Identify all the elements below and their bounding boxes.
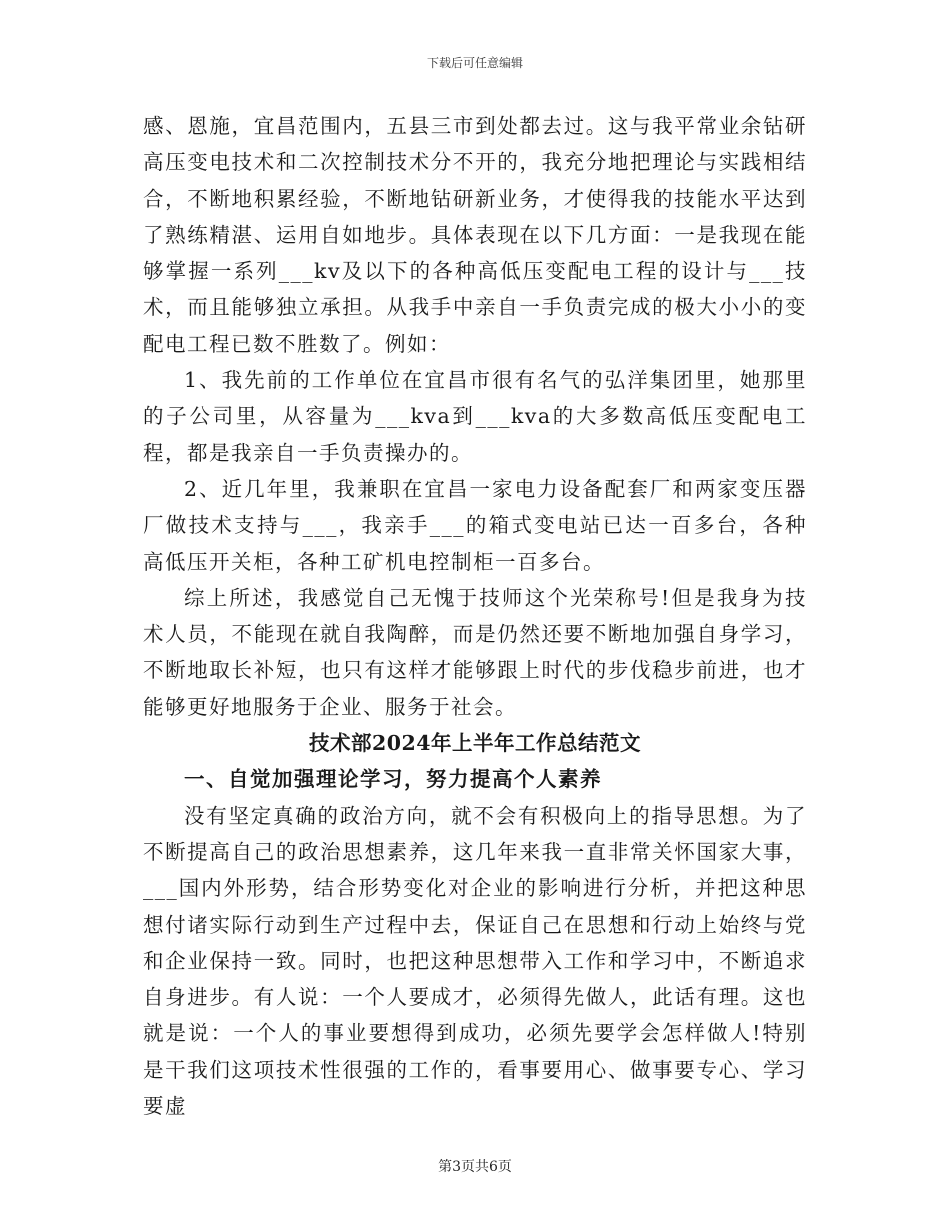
paragraph-section-1: 没有坚定真确的政治方向，就不会有积极向上的指导思想。为了不断提高自己的政治思想素养，这几年来我一直非常关怀国家大事，___国内外形势，结合形势变化对企业的影响进行分析，并把这种思想付诸实际行动到生产过程中去，保证自己在思想和行动上始终与党和企业保持一致。同时，也把这种思想带入工作和学习中，不断追求自身进步。有人说：一个人要成才，必须得先做人，此话有理。这也就是说：一个人的事业要想得到成功，必须先要学会怎样做人!特别是干我们这项技术性很强的工作的，看事要用心、做事要专心、学习要虚 (143, 803, 807, 1119)
paragraph-summary: 综上所述，我感觉自己无愧于技师这个光荣称号!但是我身为技术人员，不能现在就自我陶醉，而是仍然还要不断地加强自身学习，不断地取长补短，也只有这样才能够跟上时代的步伐稳步前进，也才能够更好地服务于企业、服务于社会。 (143, 585, 807, 719)
document-title: 技术部2024年上半年工作总结范文 (308, 731, 642, 756)
document-body (143, 108, 807, 1124)
paragraph-item-2: 2、近几年里，我兼职在宜昌一家电力设备配套厂和两家变压器厂做技术支持与___，我亲手___的箱式变电站已达一百多台，各种高低压开关柜，各种工矿机电控制柜一百多台。 (143, 476, 807, 574)
page-footer: 第3页共6页 (438, 1159, 512, 1175)
paragraph-item-1: 1、我先前的工作单位在宜昌市很有名气的弘洋集团里，她那里的子公司里，从容量为___kva到___kva的大多数高低压变配电工程，都是我亲自一手负责操办的。 (143, 368, 807, 465)
section-heading-1: 一、自觉加强理论学习，努力提高个人素养 (184, 767, 602, 792)
paragraph-continued: 感、恩施，宜昌范围内，五县三市到处都去过。这与我平常业余钻研高压变电技术和二次控制技术分不开的，我充分地把理论与实践相结合，不断地积累经验，不断地钻研新业务，才使得我的技能水平达到了熟练精湛、运用自如地步。具体表现在以下几方面：一是我现在能够掌握一系列___kv及以下的各种高低压变配电工程的设计与___技术，而且能够独立承担。从我手中亲自一手负责完成的极大小小的变配电工程已数不胜数了。例如： (143, 114, 807, 356)
page-header: 下载后可任意编辑 (426, 56, 523, 70)
